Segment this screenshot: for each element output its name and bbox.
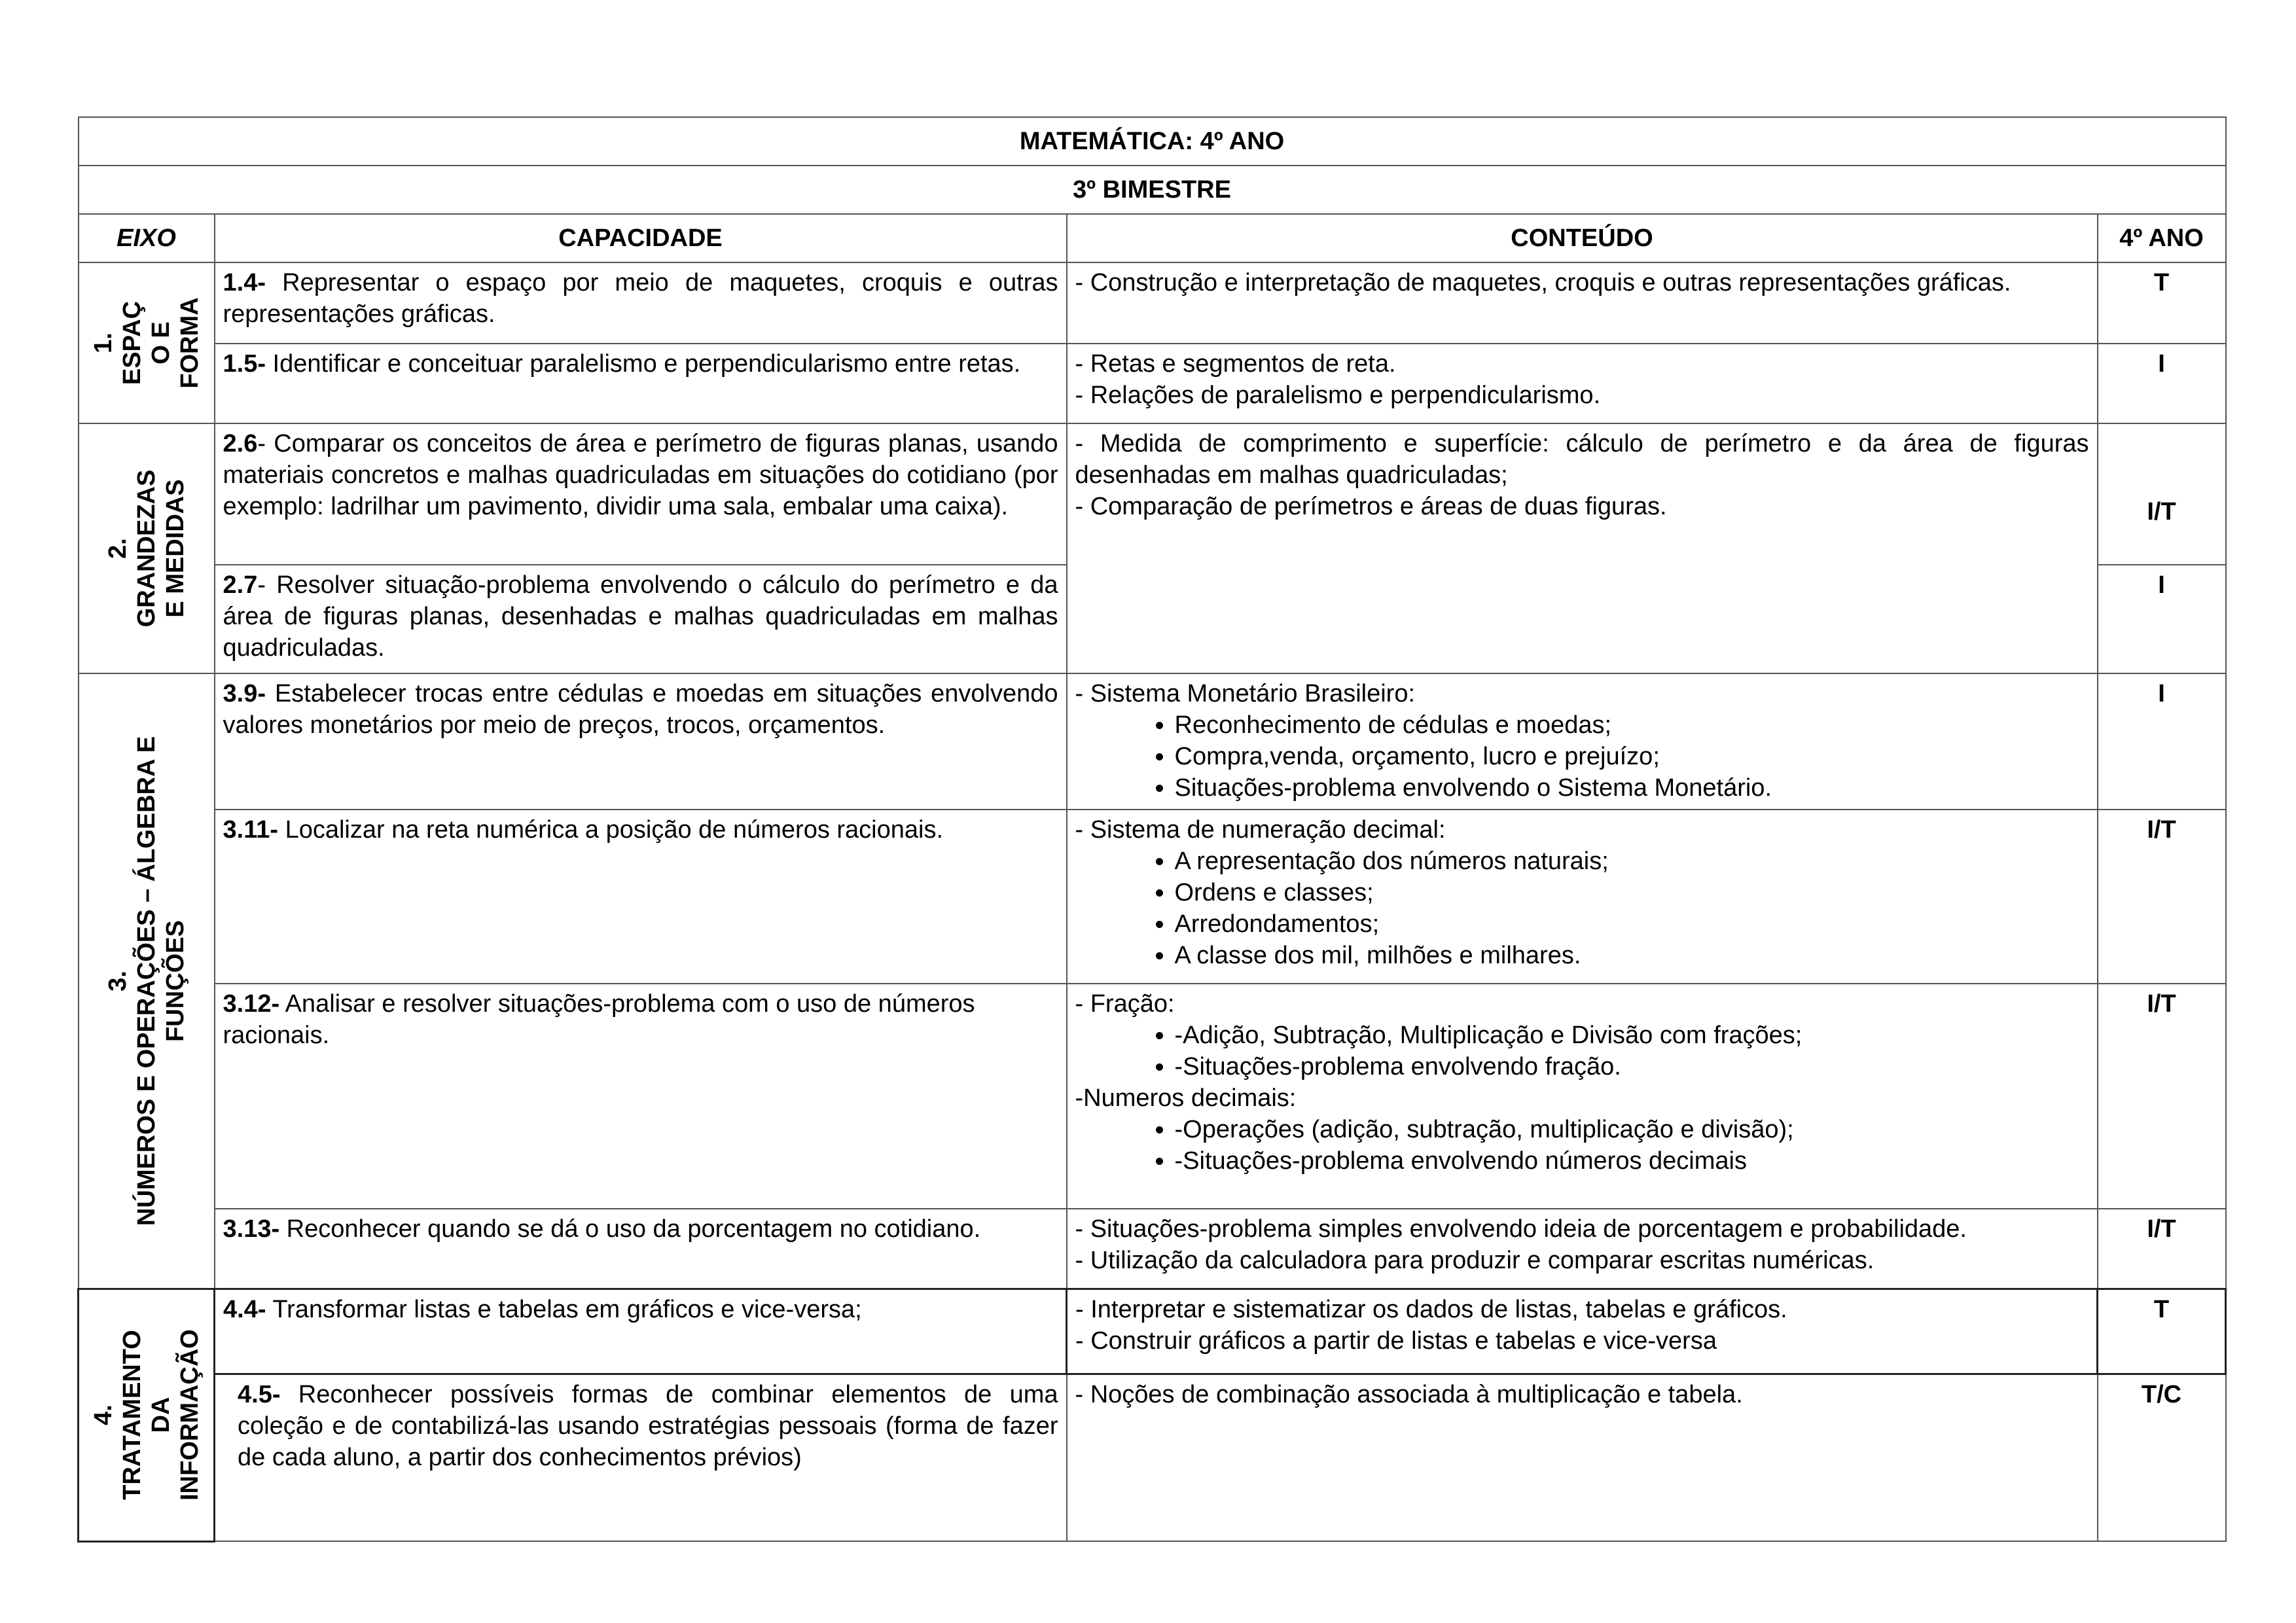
eixo-1-label: 1. ESPAÇ O E FORMA <box>89 297 204 389</box>
list-item: • Situações-problema envolvendo o Sistema Monetário. <box>1175 772 2089 804</box>
capacidade-2-6: 2.6- Comparar os conceitos de área e perímetro de figuras planas, usando materiais concretos e malhas quadriculadas em situações do cotidiano (por exemplo: ladrilhar um pavimento, dividir uma sala, embalar uma caixa). <box>215 423 1067 565</box>
conteudo-3-12: - Fração: • -Adição, Subtração, Multiplicação e Divisão com frações; • -Situações-problema envolvendo fração. -Numeros decimais: • -Operações (adição, subtração, multiplicação e divisão); • -Situações-problema envolvendo números decimais <box>1067 984 2098 1209</box>
eixo-3-label: 3. NÚMEROS E OPERAÇÕES – ÁLGEBRA E FUNÇÕES <box>103 736 189 1226</box>
bimestre-heading: 3º BIMESTRE <box>79 166 2226 214</box>
list-item: • Arredondamentos; <box>1175 908 2089 940</box>
capacidade-2-7: 2.7- Resolver situação-problema envolvendo o cálculo do perímetro e da área de figuras planas, desenhadas e malhas quadriculadas em malhas quadriculadas. <box>215 565 1067 673</box>
eixo-4-label: 4. TRATAMENTO DA INFORMAÇÃO <box>89 1329 204 1501</box>
capacidade-3-9: 3.9- Estabelecer trocas entre cédulas e moedas em situações envolvendo valores monetários por meio de preços, trocos, orçamentos. <box>215 673 1067 810</box>
ano-3-13: I/T <box>2098 1209 2226 1289</box>
header-eixo: EIXO <box>79 214 215 262</box>
list-item: • Compra,venda, orçamento, lucro e prejuízo; <box>1175 741 2089 772</box>
table-title: MATEMÁTICA: 4º ANO <box>79 117 2226 166</box>
eixo-2-label: 2. GRANDEZAS E MEDIDAS <box>103 469 189 628</box>
conteudo-2-6-2-7: - Medida de comprimento e superfície: cálculo de perímetro e da área de figuras desenhadas em malhas quadriculadas; - Comparação de perímetros e áreas de duas figuras. <box>1067 423 2098 673</box>
capacidade-4-5: 4.5- Reconhecer possíveis formas de combinar elementos de uma coleção e de contabilizá-las usando estratégias pessoais (forma de fazer de cada aluno, a partir dos conhecimentos prévios) <box>215 1374 1067 1541</box>
ano-4-5: T/C <box>2098 1374 2226 1541</box>
conteudo-1-5: - Retas e segmentos de reta. - Relações de paralelismo e perpendicularismo. <box>1067 344 2098 423</box>
capacidade-1-5: 1.5- Identificar e conceituar paralelismo e perpendicularismo entre retas. <box>215 344 1067 423</box>
eixo-4-cell <box>79 1289 215 1541</box>
curriculum-table <box>77 116 2227 1543</box>
capacidade-1-4: 1.4- Representar o espaço por meio de maquetes, croquis e outras representações gráficas. <box>215 262 1067 344</box>
conteudo-3-9: - Sistema Monetário Brasileiro: • Reconhecimento de cédulas e moedas; • Compra,venda, orçamento, lucro e prejuízo; • Situações-problema envolvendo o Sistema Monetário. <box>1067 673 2098 810</box>
list-item: • Reconhecimento de cédulas e moedas; <box>1175 709 2089 741</box>
ano-1-4: T <box>2098 262 2226 344</box>
ano-3-12: I/T <box>2098 984 2226 1209</box>
conteudo-3-11: - Sistema de numeração decimal: • A representação dos números naturais; • Ordens e classes; • Arredondamentos; • A classe dos mil, milhões e milhares. <box>1067 810 2098 984</box>
header-conteudo: CONTEÚDO <box>1067 214 2098 262</box>
conteudo-1-4: - Construção e interpretação de maquetes, croquis e outras representações gráficas. <box>1067 262 2098 344</box>
ano-2-7: I <box>2098 565 2226 673</box>
ano-4-4: T <box>2098 1289 2226 1374</box>
list-item: • -Situações-problema envolvendo números decimais <box>1175 1145 2089 1177</box>
capacidade-3-11: 3.11- Localizar na reta numérica a posição de números racionais. <box>215 810 1067 984</box>
ano-1-5: I <box>2098 344 2226 423</box>
eixo-1-cell <box>79 262 215 423</box>
conteudo-3-13: - Situações-problema simples envolvendo ideia de porcentagem e probabilidade. - Utilização da calculadora para produzir e comparar escritas numéricas. <box>1067 1209 2098 1289</box>
header-capacidade: CAPACIDADE <box>215 214 1067 262</box>
list-item: • A representação dos números naturais; <box>1175 846 2089 877</box>
list-item: • -Adição, Subtração, Multiplicação e Divisão com frações; <box>1175 1020 2089 1051</box>
capacidade-3-12: 3.12- Analisar e resolver situações-problema com o uso de números racionais. <box>215 984 1067 1209</box>
eixo-2-cell <box>79 423 215 673</box>
ano-2-6: I/T <box>2098 423 2226 565</box>
capacidade-3-13: 3.13- Reconhecer quando se dá o uso da porcentagem no cotidiano. <box>215 1209 1067 1289</box>
conteudo-4-4: - Interpretar e sistematizar os dados de listas, tabelas e gráficos. - Construir gráficos a partir de listas e tabelas e vice-versa <box>1067 1289 2098 1374</box>
ano-3-9: I <box>2098 673 2226 810</box>
ano-3-11: I/T <box>2098 810 2226 984</box>
list-item: • A classe dos mil, milhões e milhares. <box>1175 940 2089 971</box>
list-item: • Ordens e classes; <box>1175 877 2089 908</box>
conteudo-4-5: - Noções de combinação associada à multiplicação e tabela. <box>1067 1374 2098 1541</box>
header-ano: 4º ANO <box>2098 214 2226 262</box>
eixo-3-cell <box>79 673 215 1289</box>
list-item: • -Operações (adição, subtração, multiplicação e divisão); <box>1175 1114 2089 1145</box>
list-item: • -Situações-problema envolvendo fração. <box>1175 1051 2089 1082</box>
capacidade-4-4: 4.4- Transformar listas e tabelas em gráficos e vice-versa; <box>215 1289 1067 1374</box>
